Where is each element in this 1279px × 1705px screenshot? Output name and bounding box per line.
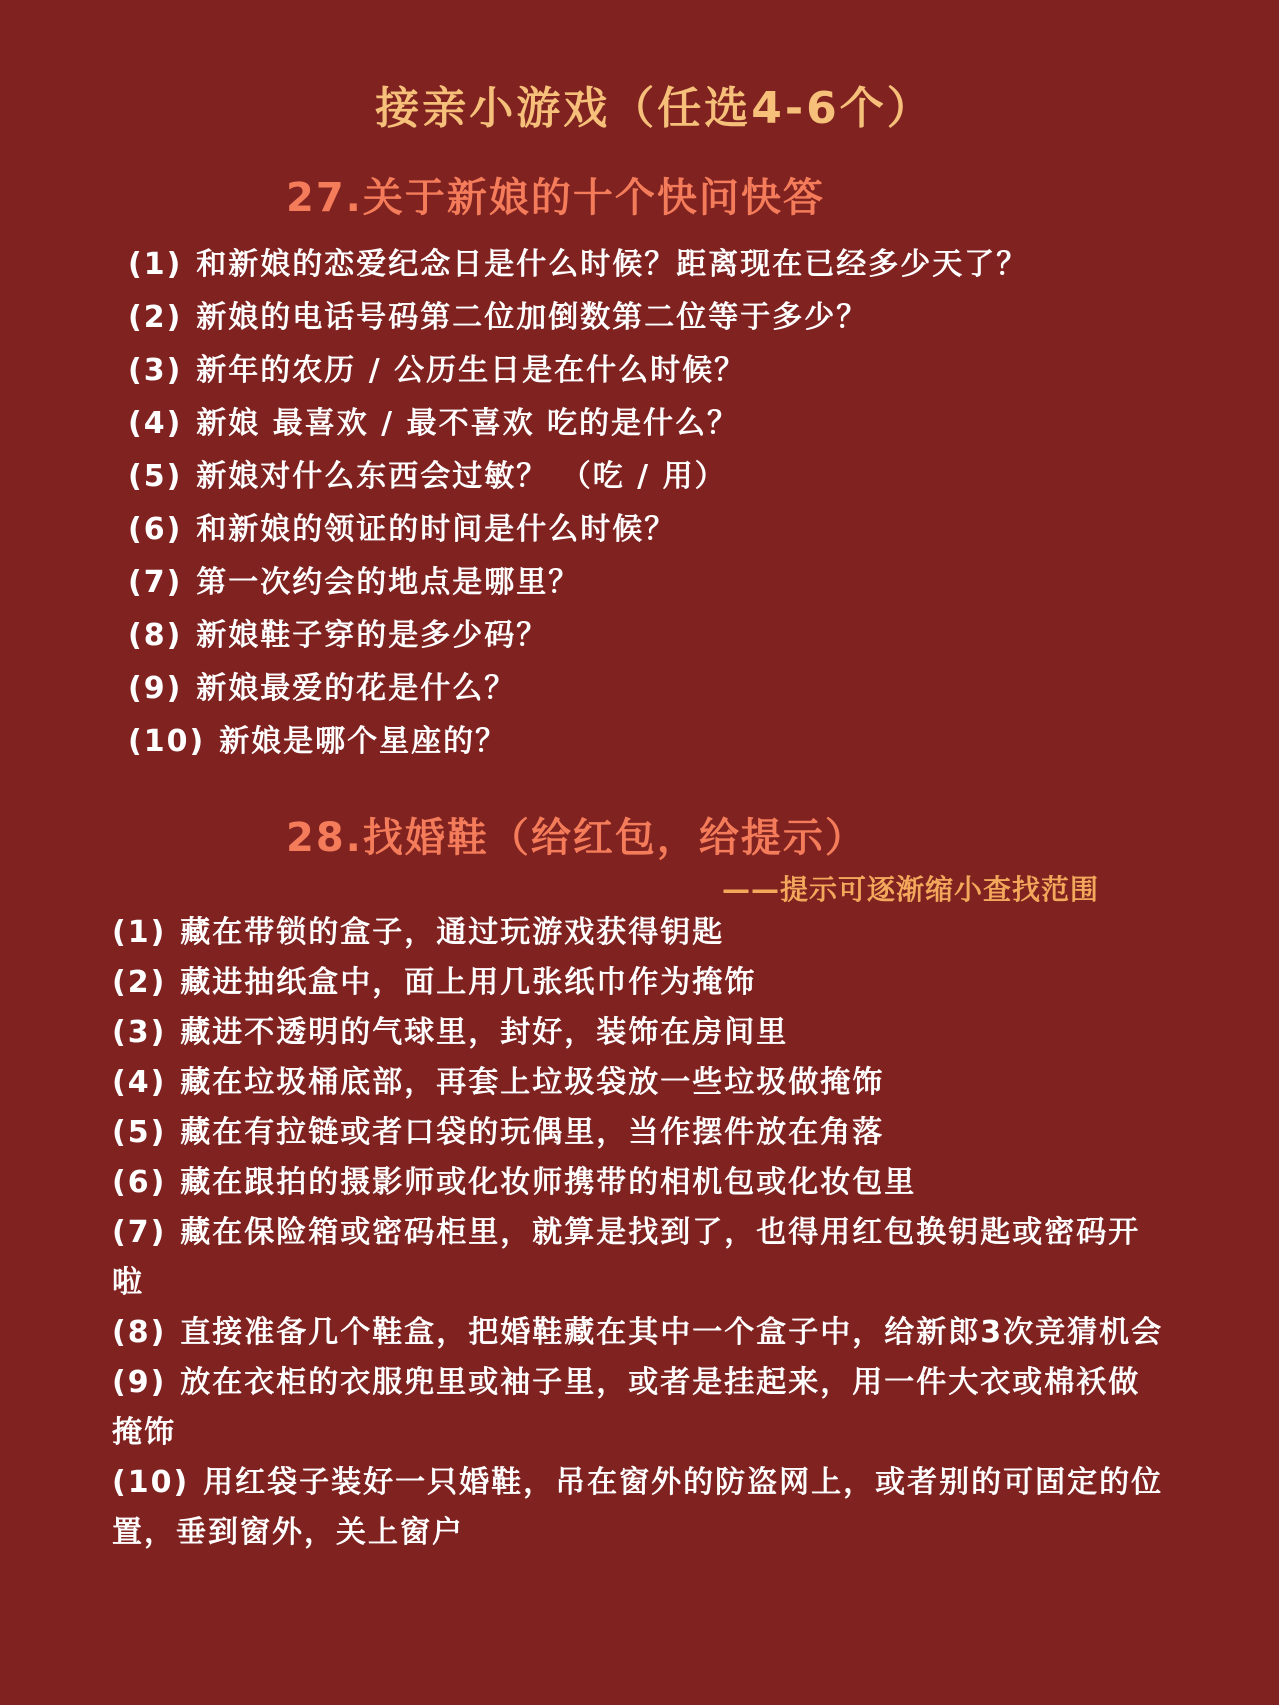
list-item [128, 397, 1028, 450]
item-number: (7) [112, 1215, 167, 1250]
item-text: 藏进抽纸盒中，面上用几张纸巾作为掩饰 [180, 965, 757, 1000]
item-number: (5) [112, 1115, 167, 1150]
item-number: (9) [112, 1365, 167, 1400]
item-number: (6) [112, 1165, 167, 1200]
list-item [128, 609, 1028, 662]
item-text: 藏在带锁的盒子，通过玩游戏获得钥匙 [180, 915, 725, 950]
item-number: (5) [128, 459, 183, 494]
item-number: (2) [112, 965, 167, 1000]
list-item [112, 1058, 1172, 1108]
section-28-title: 28.找婚鞋（给红包，给提示） [286, 815, 867, 861]
list-item [128, 556, 1028, 609]
list-item [128, 450, 1028, 503]
item-number: (1) [112, 915, 167, 950]
item-number: (3) [112, 1015, 167, 1050]
item-text: 新娘 最喜欢 / 最不喜欢 吃的是什么？ [196, 406, 740, 441]
item-number: (4) [112, 1065, 167, 1100]
item-text: 新娘鞋子穿的是多少码？ [196, 618, 549, 653]
item-text: 藏在垃圾桶底部，再套上垃圾袋放一些垃圾做掩饰 [180, 1065, 885, 1100]
list-item [128, 662, 1028, 715]
item-text: 直接准备几个鞋盒，把婚鞋藏在其中一个盒子中，给新郎3次竞猜机会 [180, 1315, 1164, 1350]
item-number: (3) [128, 353, 183, 388]
item-number: (1) [128, 247, 183, 282]
section-28-subnote: ——提示可逐渐缩小查找范围 [721, 873, 1099, 906]
list-item [112, 1208, 1172, 1308]
main-title: 接亲小游戏（任选4-6个） [375, 83, 934, 134]
list-item [112, 1458, 1172, 1558]
item-text: 放在衣柜的衣服兜里或袖子里，或者是挂起来，用一件大衣或棉袄做掩饰 [112, 1365, 1141, 1450]
list-item [112, 1008, 1172, 1058]
item-number: (4) [128, 406, 183, 441]
item-text: 新娘的电话号码第二位加倒数第二位等于多少？ [196, 300, 869, 335]
item-text: 和新娘的恋爱纪念日是什么时候？距离现在已经多少天了？ [196, 247, 1029, 282]
item-text: 新娘最爱的花是什么？ [196, 671, 517, 706]
item-text: 和新娘的领证的时间是什么时候？ [196, 512, 677, 547]
item-number: (8) [112, 1315, 167, 1350]
list-item [112, 908, 1172, 958]
item-text: 藏在跟拍的摄影师或化妆师携带的相机包或化妆包里 [180, 1165, 917, 1200]
item-number: (10) [128, 724, 206, 759]
item-number: (2) [128, 300, 183, 335]
item-number: (10) [112, 1465, 190, 1500]
item-text: 新娘是哪个星座的？ [219, 724, 508, 759]
item-text: 新年的农历 / 公历生日是在什么时候？ [196, 353, 747, 388]
list-item [112, 1108, 1172, 1158]
item-text: 藏在有拉链或者口袋的玩偶里，当作摆件放在角落 [180, 1115, 885, 1150]
item-text: 第一次约会的地点是哪里？ [196, 565, 581, 600]
list-item [112, 1358, 1172, 1458]
item-text: 藏在保险箱或密码柜里，就算是找到了，也得用红包换钥匙或密码开啦 [112, 1215, 1141, 1300]
item-number: (9) [128, 671, 183, 706]
item-text: 藏进不透明的气球里，封好，装饰在房间里 [180, 1015, 789, 1050]
section-28-list [112, 908, 1172, 1558]
list-item [112, 1308, 1172, 1358]
item-number: (8) [128, 618, 183, 653]
list-item [128, 291, 1028, 344]
item-text: 用红袋子装好一只婚鞋，吊在窗外的防盗网上，或者别的可固定的位置，垂到窗外，关上窗户 [112, 1465, 1164, 1550]
item-number: (6) [128, 512, 183, 547]
list-item [112, 958, 1172, 1008]
list-item [128, 238, 1028, 291]
list-item [128, 344, 1028, 397]
list-item [112, 1158, 1172, 1208]
section-27-list [128, 238, 1028, 768]
item-number: (7) [128, 565, 183, 600]
item-text: 新娘对什么东西会过敏？ （吃 / 用） [196, 459, 727, 494]
section-27-title: 27.关于新娘的十个快问快答 [286, 175, 825, 221]
list-item [128, 503, 1028, 556]
list-item [128, 715, 1028, 768]
